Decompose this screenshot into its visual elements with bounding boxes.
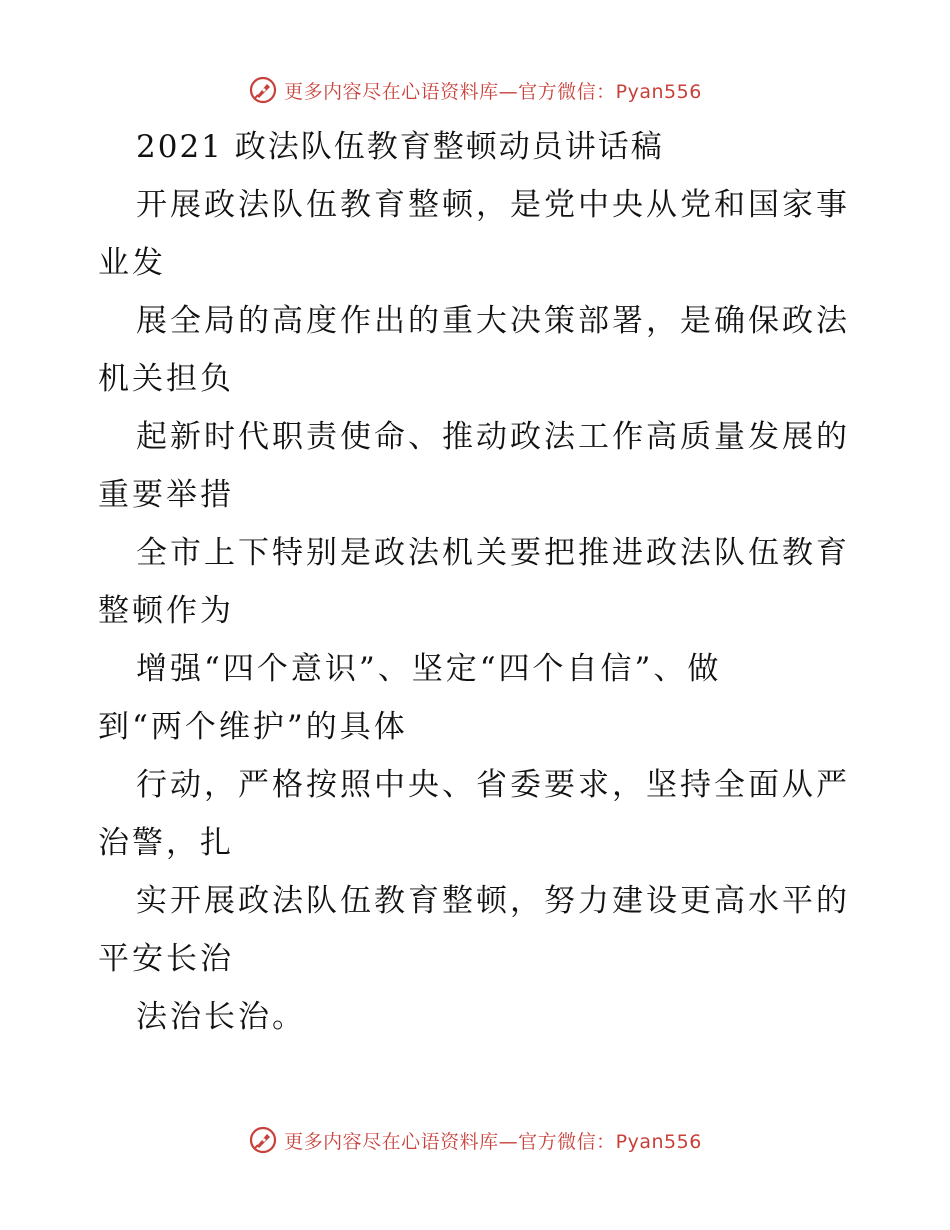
document-title: 2021 政法队伍教育整顿动员讲话稿 (136, 129, 664, 165)
watermark-text: 更多内容尽在心语资料库—官方微信：Pyan556 (284, 1130, 702, 1153)
paragraph-line: 整顿作为 (98, 593, 234, 629)
paragraph-line: 业发 (98, 245, 166, 281)
paragraph (98, 640, 858, 756)
paragraph-line: 增强“四个意识”、坚定“四个自信”、做 (136, 651, 722, 687)
footer-watermark (0, 1122, 950, 1158)
paragraph (98, 524, 858, 640)
paragraph-line: 全市上下特别是政法机关要把推进政法队伍教育 (136, 535, 850, 571)
paragraph-line: 法治长治。 (136, 999, 306, 1035)
paragraph (98, 408, 858, 524)
paragraph-line: 展全局的高度作出的重大决策部署，是确保政法 (136, 303, 850, 339)
paragraph-line: 到“两个维护”的具体 (98, 709, 408, 745)
paragraph-line: 开展政法队伍教育整顿，是党中央从党和国家事 (136, 187, 850, 223)
paragraph (98, 292, 858, 408)
paragraph (98, 756, 858, 872)
document-body (98, 118, 858, 1046)
paragraph-line: 治警，扎 (98, 825, 234, 861)
paragraph-line: 平安长治 (98, 941, 234, 977)
pen-nib-logo-icon (248, 1125, 278, 1155)
watermark-text: 更多内容尽在心语资料库—官方微信：Pyan556 (284, 80, 702, 103)
header-watermark (0, 72, 950, 108)
paragraph-line: 行动，严格按照中央、省委要求，坚持全面从严 (136, 767, 850, 803)
paragraph (98, 988, 858, 1046)
paragraph-line: 实开展政法队伍教育整顿，努力建设更高水平的 (136, 883, 850, 919)
paragraph (98, 176, 858, 292)
paragraph-line: 起新时代职责使命、推动政法工作高质量发展的 (136, 419, 850, 455)
pen-nib-logo-icon (248, 75, 278, 105)
paragraph-line: 机关担负 (98, 361, 234, 397)
paragraph (98, 872, 858, 988)
paragraph-line: 重要举措 (98, 477, 234, 513)
